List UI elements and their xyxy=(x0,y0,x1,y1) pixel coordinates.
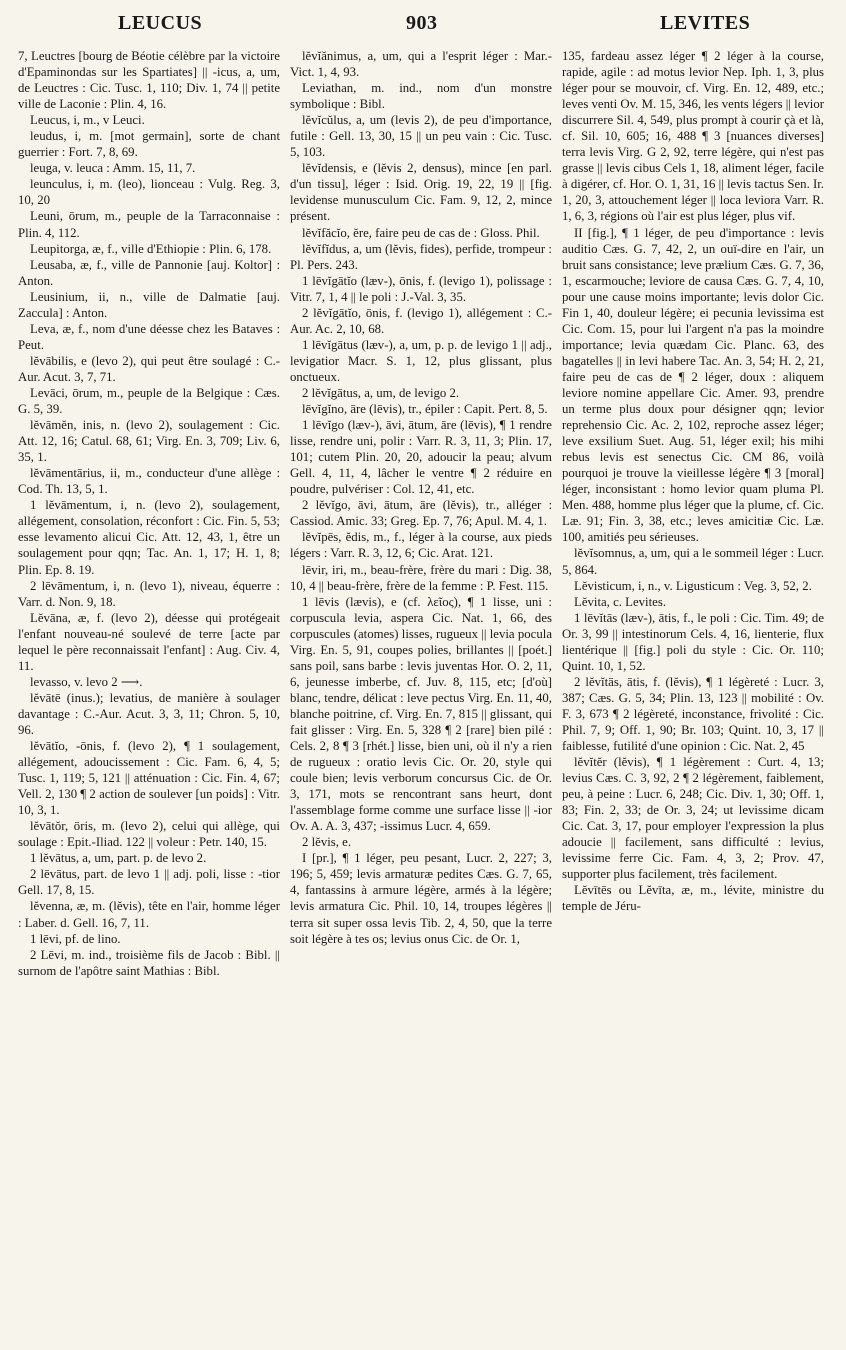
dictionary-entry: lĕvĭdensis, e (lĕvis 2, densus), mince [en parl. d'un tissu], léger : Isid. Orig. 19, 22, 19 || [fig. levidense munusculum Cic. Fam. 9, 12, 2, mince présent. xyxy=(290,161,552,224)
dictionary-entry: Lĕvāna, æ, f. (levo 2), déesse qui protégeait l'enfant nouveau-né soulevé de terre [acte par lequel le père reconnaissait l'enfant] : Aug. Civ. 4, 11. xyxy=(18,610,280,673)
dictionary-entry: 1 lēvi, pf. de lino. xyxy=(30,931,121,946)
dictionary-entry: Leucus, i, m., v Leuci. xyxy=(30,113,145,128)
dictionary-entry: 2 lĕvĭgātĭo, ōnis, f. (levigo 1), allégement : C.-Aur. Ac. 2, 10, 68. xyxy=(290,305,552,336)
dictionary-entry: lĕvĭcŭlus, a, um (levis 2), de peu d'importance, futile : Gell. 13, 30, 15 || un peu vain : Cic. Tusc. 5, 103. xyxy=(290,113,552,160)
dictionary-entry: lĕvāmĕn, inis, n. (levo 2), soulagement : Cic. Att. 12, 16; Catul. 68, 61; Virg. En. 3, 709; Liv. 6, 35, 1. xyxy=(18,418,280,465)
text-columns xyxy=(18,48,832,1348)
dictionary-entry: Leusinium, ii, n., ville de Dalmatie [auj. Zaccula] : Anton. xyxy=(18,289,280,320)
dictionary-entry: II [fig.], ¶ 1 léger, de peu d'importance : levis auditio Cæs. G. 7, 42, 2, un ouï-dire en l'air, un bruit sans consistance; leve prælium Cæs. G. 7, 36, 1, escarmouche; leviore de causa Cæs. G. 7, 4, 10, pour une cause moins importante; levis dolor Cic. Fin 1, 40, douleur légère; ei pecunia levissima est Cic. Com. 15, pour lui l'argent n'a pas la moindre importance; levia quædam Cic. Planc. 63, des bagatelles || in levi habere Tac. An. 3, 54; H. 2, 21, faire peu de cas de ¶ 2 léger, doux : aliquem leviore nomine appellare Cic. Amer. 93, prendre un terme plus doux pour désigner qqn; levior reprehensio Cic. Ac. 2, 102, reproche assez léger; leve exsilium Suet. Aug. 51, léger exil; his mihi rebus levis est senectus Cic. CM 86, voilà pourquoi je trouve la vieillesse légère ¶ 3 [moral] léger, inconsistant : homo levior quam pluma Pl. Men. 488, homme plus léger que la plume, cf. Cic. Læ. 91; Fin. 3, 38, etc.; leves amicitiæ Cic. Læ. 100, amitiés peu sérieuses. xyxy=(562,225,824,545)
dictionary-entry: lĕvāmentārius, ii, m., conducteur d'une allège : Cod. Th. 13, 5, 1. xyxy=(18,466,280,497)
dictionary-entry: Leviathan, m. ind., nom d'un monstre symbolique : Bibl. xyxy=(290,81,552,112)
dictionary-entry: leunculus, i, m. (leo), lionceau : Vulg. Reg. 3, 10, 20 xyxy=(18,177,280,208)
dictionary-entry: Lĕvita, c. Levites. xyxy=(574,594,667,609)
dictionary-entry: Leupitorga, æ, f., ville d'Ethiopie : Plin. 6, 178. xyxy=(30,241,272,256)
dictionary-entry: 135, fardeau assez léger ¶ 2 léger à la course, rapide, agile : ad motus levior Nep. Iph. 1, 3, plus léger pour se mouvoir, cf. Virg. En. 12, 489, etc.; leves venti Ov. M. 15, 346, les vents légers || levior discurrere Sil. 4, 549, plus prompt à courir çà et là, cf. Sil. 10, 605; 16, 488 ¶ 3 [nuances diverses] terra levis Virg. G 2, 92, terre légère, qui n'est pas grasse || levis cibus Cels 1, 18, aliment léger, facile à digérer, cf. Hor. O. 1, 31, 16 || levis tactus Sen. Ir. 1, 20, 3, attouchement léger || loca leviora Varr. R. 1, 6, 3, régions où l'air est plus léger, plus vif. xyxy=(562,49,824,224)
dictionary-entry: 2 lēvātus, part. de levo 1 || adj. poli, lisse : -tior Gell. 17, 8, 15. xyxy=(18,867,280,898)
dictionary-entry: lĕvĭănimus, a, um, qui a l'esprit léger : Mar.-Vict. 1, 4, 93. xyxy=(290,49,552,80)
dictionary-entry: lĕvĭfĭdus, a, um (lĕvis, fides), perfide, trompeur : Pl. Pers. 243. xyxy=(290,241,552,272)
dictionary-entry: lĕvenna, æ, m. (lĕvis), tête en l'air, homme léger : Laber. d. Gell. 16, 7, 11. xyxy=(18,899,280,930)
dictionary-entry: 1 lēvĭtās (læv-), ātis, f., le poli : Cic. Tim. 49; de Or. 3, 99 || intestinorum Cels. 4, 16, lienterie, flux lientérique || [fig.] poli du style : Cic. Or. 110; Quint. 10, 1, 52. xyxy=(562,610,824,673)
dictionary-entry: lĕvātĭo, -ōnis, f. (levo 2), ¶ 1 soulagement, allégement, adoucissement : Cic. Fam. 6, 4, 5; Tusc. 1, 119; 5, 121 || atténuation : Cic. Fin. 4, 67; Vell. 2, 130 ¶ 2 action de soulever [un poids] : Vitr. 10, 3, 1. xyxy=(18,739,280,818)
dictionary-entry: 1 lēvĭgo (læv-), āvi, ātum, āre (lēvis), ¶ 1 rendre lisse, rendre uni, polir : Varr. R. 3, 11, 3; Plin. 17, 101; cutem Plin. 20, 20, adoucir la peau; alvum Gell. 4, 11, 4, lâcher le ventre ¶ 2 réduire en poudre, pulvériser : Col. 12, 41, etc. xyxy=(290,418,552,497)
dictionary-entry: lĕvĭtĕr (lĕvis), ¶ 1 légèrement : Curt. 4, 13; levius Cæs. C. 3, 92, 2 ¶ 2 légèrement, faiblement, peu, à peine : Lucr. 6, 248; Cic. Div. 1, 30; Off. 1, 83; Fin. 2, 33; de Or. 3, 24; ut levissime dicam Cic. Cat. 3, 17, pour employer l'expression la plus adoucie || facilement, sans difficulté : levius, levissime ferre Cic. Fam. 4, 3, 2; Prov. 47, supporter plus facilement, très facilement. xyxy=(562,755,824,882)
column-3 xyxy=(562,48,824,1348)
dictionary-entry: Leuni, ōrum, m., peuple de la Tarraconnaise : Plin. 4, 112. xyxy=(18,209,280,240)
column-2 xyxy=(290,48,552,1348)
page-number: 903 xyxy=(406,12,438,34)
dictionary-entry: lēvir, iri, m., beau-frère, frère du mari : Dig. 38, 10, 4 || beau-frère, frère de la femme : P. Fest. 115. xyxy=(290,562,552,593)
dictionary-entry: 2 lĕvĭtās, ātis, f. (lĕvis), ¶ 1 légèreté : Lucr. 3, 387; Cæs. G. 5, 34; Plin. 13, 123 || mobilité : Ov. F. 3, 673 ¶ 2 légèreté, inconstance, frivolité : Cic. Phil. 7, 9; Off. 1, 90; Br. 103; Quint. 10, 3, 17 || faiblesse, futilité d'une opinion : Cic. Nat. 2, 45 xyxy=(562,674,824,754)
column-1 xyxy=(18,48,280,1348)
dictionary-entry: levasso, v. levo 2 ⟶. xyxy=(30,674,143,689)
dictionary-entry: 1 lēvĭgātĭo (læv-), ōnis, f. (levigo 1), polissage : Vitr. 7, 1, 4 || le poli : J.-Val. 3, 35. xyxy=(290,273,552,304)
dictionary-entry: leudus, i, m. [mot germain], sorte de chant guerrier : Fort. 7, 8, 69. xyxy=(18,129,280,160)
dictionary-entry: Lĕvītēs ou Lĕvīta, æ, m., lévite, ministre du temple de Jéru- xyxy=(562,883,824,914)
dictionary-entry: lĕvĭfăcĭo, ĕre, faire peu de cas de : Gloss. Phil. xyxy=(302,225,540,240)
dictionary-entry: 1 lēvĭgātus (læv-), a, um, p. p. de levigo 1 || adj., levigatior Macr. S. 1, 12, plus glissant, plus onctueux. xyxy=(290,337,552,384)
dictionary-entry: Levāci, ōrum, m., peuple de la Belgique : Cæs. G. 5, 39. xyxy=(18,385,280,417)
dictionary-entry: lĕvātŏr, ōris, m. (levo 2), celui qui allège, qui soulage : Epit.-Iliad. 122 || voleur : Petr. 140, 15. xyxy=(18,819,280,850)
dictionary-entry: 1 lĕvāmentum, i, n. (levo 2), soulagement, allégement, consolation, réconfort : Cic. Fin. 5, 53; esse levamento alicui Cic. Att. 12, 43, 1, être un soulagement pour qqn; Tac. An. 1, 17; H. 1, 8; Plin. Ep. 8. 19. xyxy=(18,498,280,577)
dictionary-entry: Lĕvisticum, i, n., v. Ligusticum : Veg. 3, 52, 2. xyxy=(574,578,812,593)
dictionary-entry: 2 Lēvi, m. ind., troisième fils de Jacob : Bibl. || surnom de l'apôtre saint Mathias : Bibl. xyxy=(18,947,280,978)
dictionary-entry: 2 lĕvis, e. xyxy=(302,835,352,850)
dictionary-entry: 2 lēvāmentum, i, n. (levo 1), niveau, équerre : Varr. d. Non. 9, 18. xyxy=(18,578,280,609)
header-left-guide-word: LEUCUS xyxy=(118,12,203,34)
dictionary-entry: leuga, v. leuca : Amm. 15, 11, 7. xyxy=(30,161,196,176)
dictionary-entry: 1 lĕvātus, a, um, part. p. de levo 2. xyxy=(30,851,207,866)
dictionary-entry: 1 lēvis (lævis), e (cf. λεῖος), ¶ 1 lisse, uni : corpuscula levia, aspera Cic. Nat. 1, 66, des corpuscules (atomes) lisses, rugueux || levia pocula Virg. En. 5, 91, coupes polies, brillantes || [poét.] sans poil, sans barbe : levis juventas Hor. O. 2, 11, 6, jeunesse imberbe, cf. Juv. 8, 115, etc; [d'où] blanc, tendre, délicat : leve pectus Virg. En. 11, 40, blanche poitrine, cf. Virg. En. 7, 815 || glissant, qui fait glisser : Virg. En. 5, 328 ¶ 2 [rare] bien pilé : Cels. 2, 8 ¶ 3 [rhét.] lisse, bien uni, où il n'y a rien de rugueux : oratio levis Cic. Or. 20, style qui coule bien; levis verborum concursus Cic. de Or. 3, 171, mots se rencontrant sans heurt, dont l'assemblage forme comme une surface lisse || -ior Ov. A. A. 3, 437; -issimus Lucr. 4, 659. xyxy=(290,594,552,834)
dictionary-entry: lĕvĭsomnus, a, um, qui a le sommeil léger : Lucr. 5, 864. xyxy=(562,546,824,577)
dictionary-entry: Leva, æ, f., nom d'une déesse chez les Bataves : Peut. xyxy=(18,321,280,352)
page-header xyxy=(18,10,832,40)
header-right-guide-word: LEVITES xyxy=(660,12,751,34)
dictionary-entry: Leusaba, æ, f., ville de Pannonie [auj. Koltor] : Anton. xyxy=(18,257,280,288)
dictionary-entry: 7, Leuctres [bourg de Béotie célèbre par la victoire d'Epaminondas sur les Spartiates] || -icus, a, um, de Leuctres : Cic. Tusc. 1, 110; Div. 1, 74 || petite ville de Laconie : Plin. 4, 16. xyxy=(18,49,280,112)
dictionary-entry: 2 lĕvĭgo, āvi, ātum, āre (lĕvis), tr., alléger : Cassiod. Amic. 33; Greg. Ep. 7, 76; Apul. M. 4, 1. xyxy=(290,498,552,529)
dictionary-entry: 2 lĕvĭgātus, a, um, de levigo 2. xyxy=(302,385,460,400)
dictionary-entry: lĕvātē (inus.); levatius, de manière à soulager davantage : C.-Aur. Acut. 3, 3, 11; Chron. 5, 10, 96. xyxy=(18,690,280,737)
dictionary-entry: lĕvābilis, e (levo 2), qui peut être soulagé : C.-Aur. Acut. 3, 7, 71. xyxy=(18,353,280,384)
dictionary-entry: lĕvĭpēs, ĕdis, m., f., léger à la course, aux pieds légers : Varr. R. 3, 12, 6; Cic. Arat. 121. xyxy=(290,530,552,561)
dictionary-entry: I [pr.], ¶ 1 léger, peu pesant, Lucr. 2, 227; 3, 196; 5, 459; levis armaturæ pedites Cæs. G. 7, 65, 4, fantassins à armure légère, armés à la légère; levis armatura Cic. Phil. 10, 14, troupes légères || terra sit super ossa levis Tib. 2, 4, 50, que la terre soit légère à tes os; levius onus Cic. de Or. 1, xyxy=(290,851,552,946)
dictionary-entry: lēvĭgĭno, āre (lēvis), tr., épiler : Capit. Pert. 8, 5. xyxy=(302,402,548,417)
